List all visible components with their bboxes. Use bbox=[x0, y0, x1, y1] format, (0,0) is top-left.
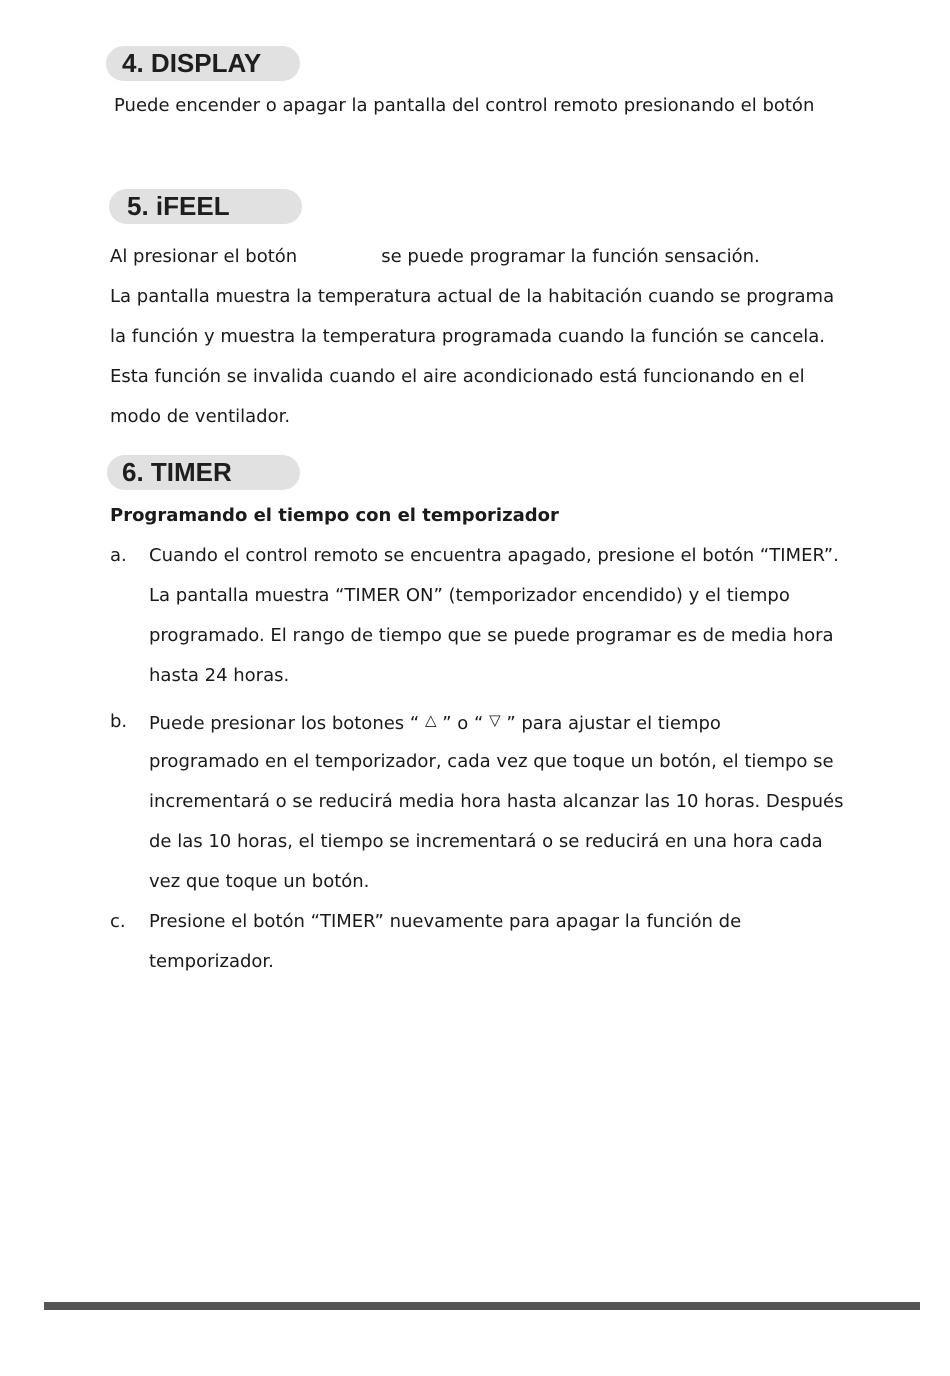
text-part: ” para ajustar el tiempo bbox=[500, 713, 721, 734]
list-item-line: de las 10 horas, el tiempo se incrementará o se reducirá en una hora cada bbox=[149, 831, 823, 852]
list-item-line: programado. El rango de tiempo que se puede programar es de media hora bbox=[149, 625, 834, 646]
list-marker: a. bbox=[110, 545, 127, 566]
text-part: Puede presionar los botones “ bbox=[149, 713, 425, 734]
text-part: ” o “ bbox=[436, 713, 490, 734]
ifeel-line-1-before: Al presionar el botón bbox=[110, 246, 298, 267]
section-title: TIMER bbox=[150, 457, 232, 487]
list-marker: c. bbox=[110, 911, 126, 932]
footer-divider bbox=[44, 1302, 920, 1310]
list-item-line: vez que toque un botón. bbox=[149, 871, 370, 892]
section-number: 5. bbox=[127, 191, 149, 221]
list-item-line: hasta 24 horas. bbox=[149, 665, 290, 686]
list-item-line: temporizador. bbox=[149, 951, 274, 972]
timer-subtitle: Programando el tiempo con el temporizador bbox=[110, 505, 559, 526]
ifeel-line: la función y muestra la temperatura programada cuando la función se cancela. bbox=[110, 326, 826, 347]
display-text: Puede encender o apagar la pantalla del control remoto presionando el botón bbox=[114, 95, 815, 116]
section-heading-ifeel bbox=[109, 189, 302, 224]
list-item-line: Cuando el control remoto se encuentra apagado, presione el botón “TIMER”. bbox=[149, 545, 839, 566]
list-item-line bbox=[149, 711, 721, 734]
down-triangle-icon: ▽ bbox=[489, 711, 501, 729]
list-item-line: programado en el temporizador, cada vez que toque un botón, el tiempo se bbox=[149, 751, 834, 772]
ifeel-line: modo de ventilador. bbox=[110, 406, 291, 427]
ifeel-line-1 bbox=[110, 246, 760, 267]
section-heading-timer bbox=[107, 455, 300, 490]
section-heading-display bbox=[106, 46, 300, 81]
section-title: DISPLAY bbox=[150, 48, 262, 78]
list-item-line: incrementará o se reducirá media hora hasta alcanzar las 10 horas. Después bbox=[149, 791, 844, 812]
section-number: 6. bbox=[122, 457, 144, 487]
list-item-line: Presione el botón “TIMER” nuevamente para apagar la función de bbox=[149, 911, 742, 932]
ifeel-line-1-after: se puede programar la función sensación. bbox=[381, 246, 760, 267]
up-triangle-icon: △ bbox=[424, 711, 437, 729]
list-marker: b. bbox=[110, 711, 128, 732]
ifeel-line: Esta función se invalida cuando el aire acondicionado está funcionando en el bbox=[110, 366, 805, 387]
section-number: 4. bbox=[122, 48, 144, 78]
list-item-line: La pantalla muestra “TIMER ON” (temporizador encendido) y el tiempo bbox=[149, 585, 790, 606]
ifeel-line: La pantalla muestra la temperatura actual de la habitación cuando se programa bbox=[110, 286, 835, 307]
section-title: iFEEL bbox=[155, 191, 230, 221]
